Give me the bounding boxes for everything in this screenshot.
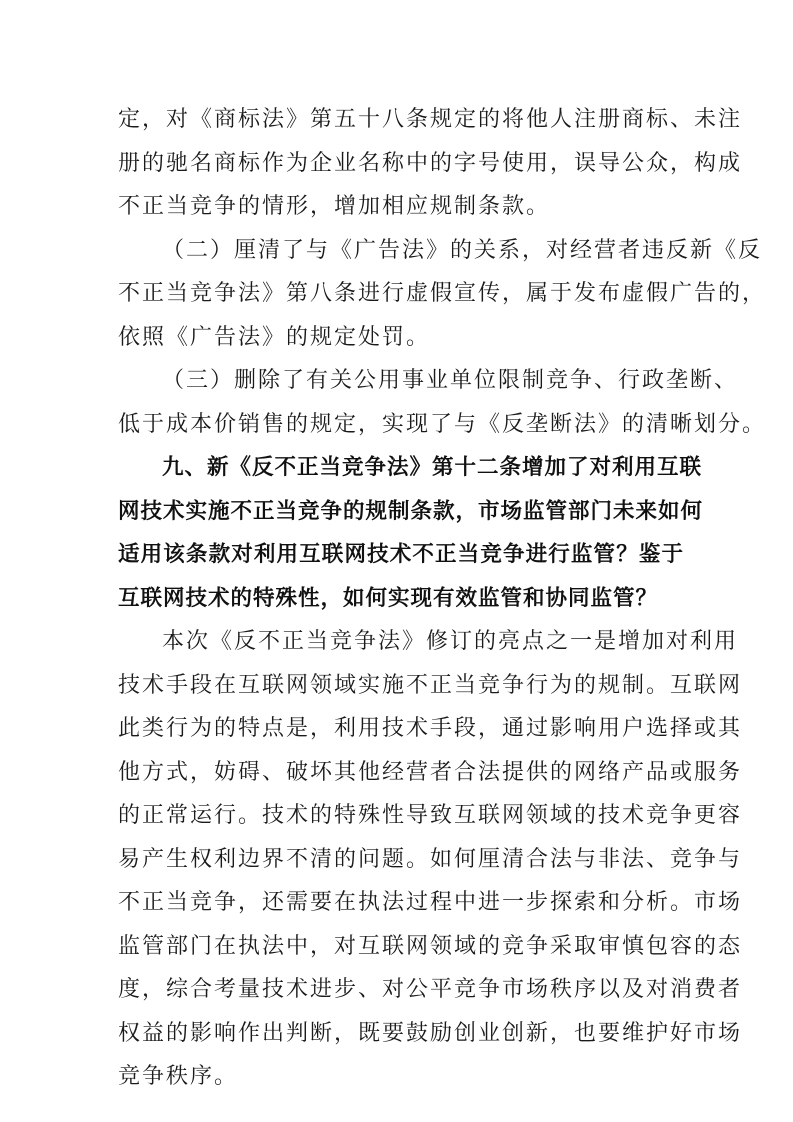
text-line: 易产生权利边界不清的问题。如何厘清合法与非法、竞争与	[118, 846, 743, 872]
text-line: 技术手段在互联网领域实施不正当竞争行为的规制。互联网	[118, 672, 743, 698]
text-line: 他方式，妨碍、破坏其他经营者合法提供的网络产品或服务	[118, 759, 743, 785]
heading-line: 网技术实施不正当竞争的规制条款，市场监管部门未来如何	[118, 498, 704, 524]
question-heading-9	[118, 446, 704, 620]
text-line: 本次《反不正当竞争法》修订的亮点之一是增加对利用	[162, 629, 739, 654]
text-line: 低于成本价销售的规定，实现了与《反垄断法》的清晰划分。	[118, 411, 767, 437]
heading-line: 适用该条款对利用互联网技术不正当竞争进行监管？鉴于	[118, 542, 684, 567]
paragraph-item-3	[118, 359, 767, 446]
text-line: 权益的影响作出判断，既要鼓励创业创新，也要维护好市场	[118, 1020, 743, 1046]
text-line: 依照《广告法》的规定处罚。	[118, 324, 431, 350]
heading-line: 互联网技术的特殊性，如何实现有效监管和协同监管？	[118, 585, 659, 611]
text-line: 度，综合考量技术进步、对公平竞争市场秩序以及对消费者	[118, 977, 743, 1002]
text-line: （二）厘清了与《广告法》的关系，对经营者违反新《反	[162, 237, 763, 263]
text-line: 定，对《商标法》第五十八条规定的将他人注册商标、未注	[118, 107, 743, 132]
text-line: 的正常运行。技术的特殊性导致互联网领域的技术竞争更容	[118, 803, 743, 828]
text-line: 此类行为的特点是，利用技术手段，通过影响用户选择或其	[118, 716, 743, 741]
text-line: 不正当竞争，还需要在执法过程中进一步探索和分析。市场	[118, 890, 743, 915]
text-line: 不正当竞争法》第八条进行虚假宣传，属于发布虚假广告的，	[118, 281, 767, 306]
paragraph-item-2	[118, 229, 767, 360]
text-line: 监管部门在执法中，对互联网领域的竞争采取审慎包容的态	[118, 933, 743, 959]
text-line: 竞争秩序。	[118, 1064, 239, 1089]
text-line: （三）删除了有关公用事业单位限制竞争、行政垄断、	[162, 368, 739, 393]
document-body	[118, 98, 767, 1099]
paragraph-answer-9	[118, 620, 743, 1099]
paragraph-continued	[118, 98, 743, 229]
text-line: 册的驰名商标作为企业名称中的字号使用，误导公众，构成	[118, 150, 743, 176]
text-line: 不正当竞争的情形，增加相应规制条款。	[118, 194, 551, 219]
heading-line: 九、新《反不正当竞争法》第十二条增加了对利用互联	[162, 455, 703, 480]
